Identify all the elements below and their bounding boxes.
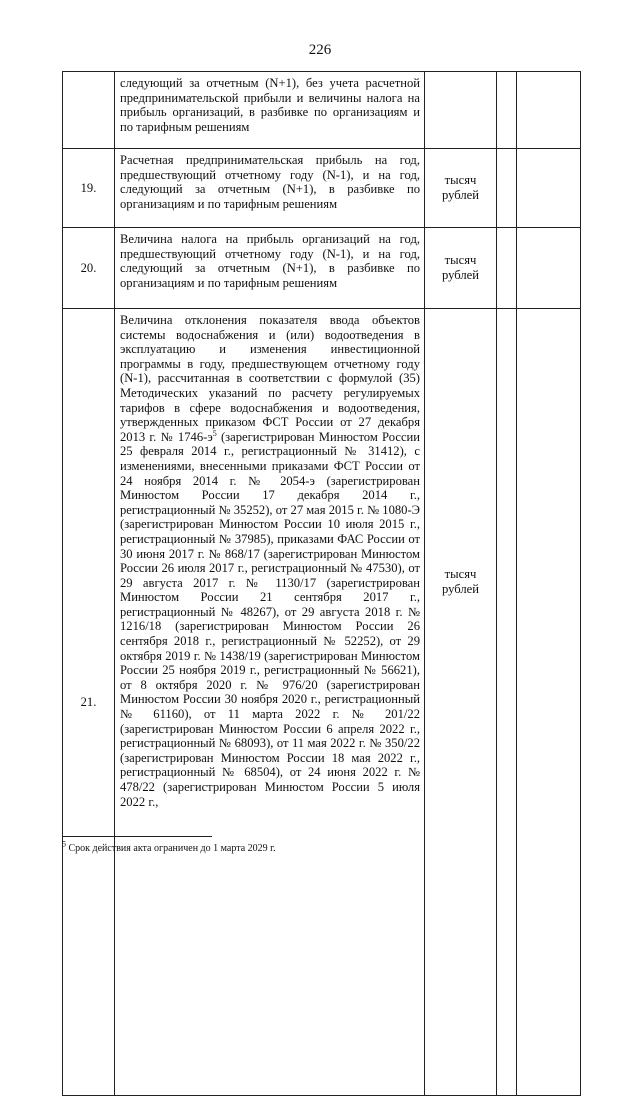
- row-description: [115, 309, 425, 1096]
- row-description: следующий за отчетным (N+1), без учета расчетной предпринимательской прибыли и величины налога на прибыль организаций, в разбивке по организациям и по тарифным решениям: [115, 72, 425, 149]
- footnote-marker: 5: [62, 839, 66, 849]
- row-unit: [425, 228, 497, 309]
- empty-cell: [517, 228, 581, 309]
- footnote: [62, 839, 276, 854]
- table-row: [63, 149, 581, 228]
- unit-line: тысяч: [444, 253, 477, 268]
- footnote-ref: 5: [212, 428, 217, 438]
- empty-cell: [497, 72, 517, 149]
- unit-line: тысяч: [444, 173, 477, 188]
- page-number: 226: [308, 42, 332, 58]
- row-description: Расчетная предпринимательская прибыль на год, предшествующий отчетному году (N-1), и на год, следующий за отчетным (N+1), в разбивке по организациям и по тарифным решениям: [115, 149, 425, 228]
- table-row: [63, 72, 581, 149]
- row-unit: [425, 309, 497, 1096]
- row-unit: [425, 72, 497, 149]
- unit-line: тысяч: [444, 567, 477, 581]
- unit-line: рублей: [442, 188, 479, 202]
- empty-cell: [497, 228, 517, 309]
- row-unit: [425, 149, 497, 228]
- description-text: Величина отклонения показателя ввода объектов системы водоснабжения и (или) водоотведения в эксплуатацию и изменения инвестиционной программы в году, предшествующем отчетному году (N-1), рассчитанная в соответствии с формулой (35) Методических указаний по расчету регулируемых тарифов в сфере водоснабжения и водоотведения, утвержденных приказом ФСТ России от 27 декабря 2013 г. № 1746-э: [120, 313, 420, 444]
- table-row: [63, 228, 581, 309]
- unit-line: рублей: [442, 581, 479, 596]
- description-text: (зарегистрирован Минюстом России 25 февраля 2014 г., регистрационный № 31412), с изменениями, внесенными приказами ФСТ России от 24 ноября 2014 г. № 2054-э (зарегистрирован Минюстом России 17 декабря 2014 г., регистрационный № 35252), от 27 мая 2015 г. № 1080-Э (зарегистрирован Минюстом России 10 июля 2015 г., регистрационный № 37985), приказами ФАС России от 30 июня 2017 г. № 868/17 (зарегистрирован Минюстом России 26 июля 2017 г., регистрационный № 47530), от 29 августа 2017 г. № 1130/17 (зарегистрирован Минюстом России 21 сентября 2017 г., регистрационный № 48267), от 29 августа 2018 г. № 1216/18 (зарегистрирован Минюстом России 26 сентября 2018 г., регистрационный № 52252), от 29 октября 2019 г. № 1438/19 (зарегистрирован Минюстом России 25 ноября 2019 г., регистрационный № 56621), от 8 октября 2020 г. № 976/20 (зарегистрирован Минюстом России 30 ноября 2020 г., регистрационный № 61160), от 11 марта 2022 г. № 201/22 (зарегистрирован Минюстом России 6 апреля 2022 г., регистрационный № 68093), от 11 мая 2022 г. № 350/22 (зарегистрирован Минюстом России 18 мая 2022 г., регистрационный № 68504), от 24 июня 2022 г. № 478/22 (зарегистрирован Минюстом России 5 июля 2022 г.,: [120, 429, 421, 809]
- empty-cell: [517, 149, 581, 228]
- row-number: 20.: [63, 228, 115, 309]
- empty-cell: [497, 309, 517, 1096]
- empty-cell: [497, 149, 517, 228]
- unit-line: рублей: [442, 268, 479, 282]
- row-description: Величина налога на прибыль организаций на год, предшествующий отчетному году (N-1), и на год, следующий за отчетным (N+1), в разбивке по организациям и по тарифным решениям: [115, 228, 425, 309]
- row-number: 19.: [63, 149, 115, 228]
- footnote-text: Срок действия акта ограничен до 1 марта 2029 г.: [66, 843, 276, 854]
- empty-cell: [517, 309, 581, 1096]
- row-number: [63, 72, 115, 149]
- footnote-divider: [62, 836, 212, 837]
- table-row: [63, 309, 581, 1096]
- empty-cell: [517, 72, 581, 149]
- row-number: 21.: [63, 309, 115, 1096]
- indicator-table: [62, 71, 581, 1096]
